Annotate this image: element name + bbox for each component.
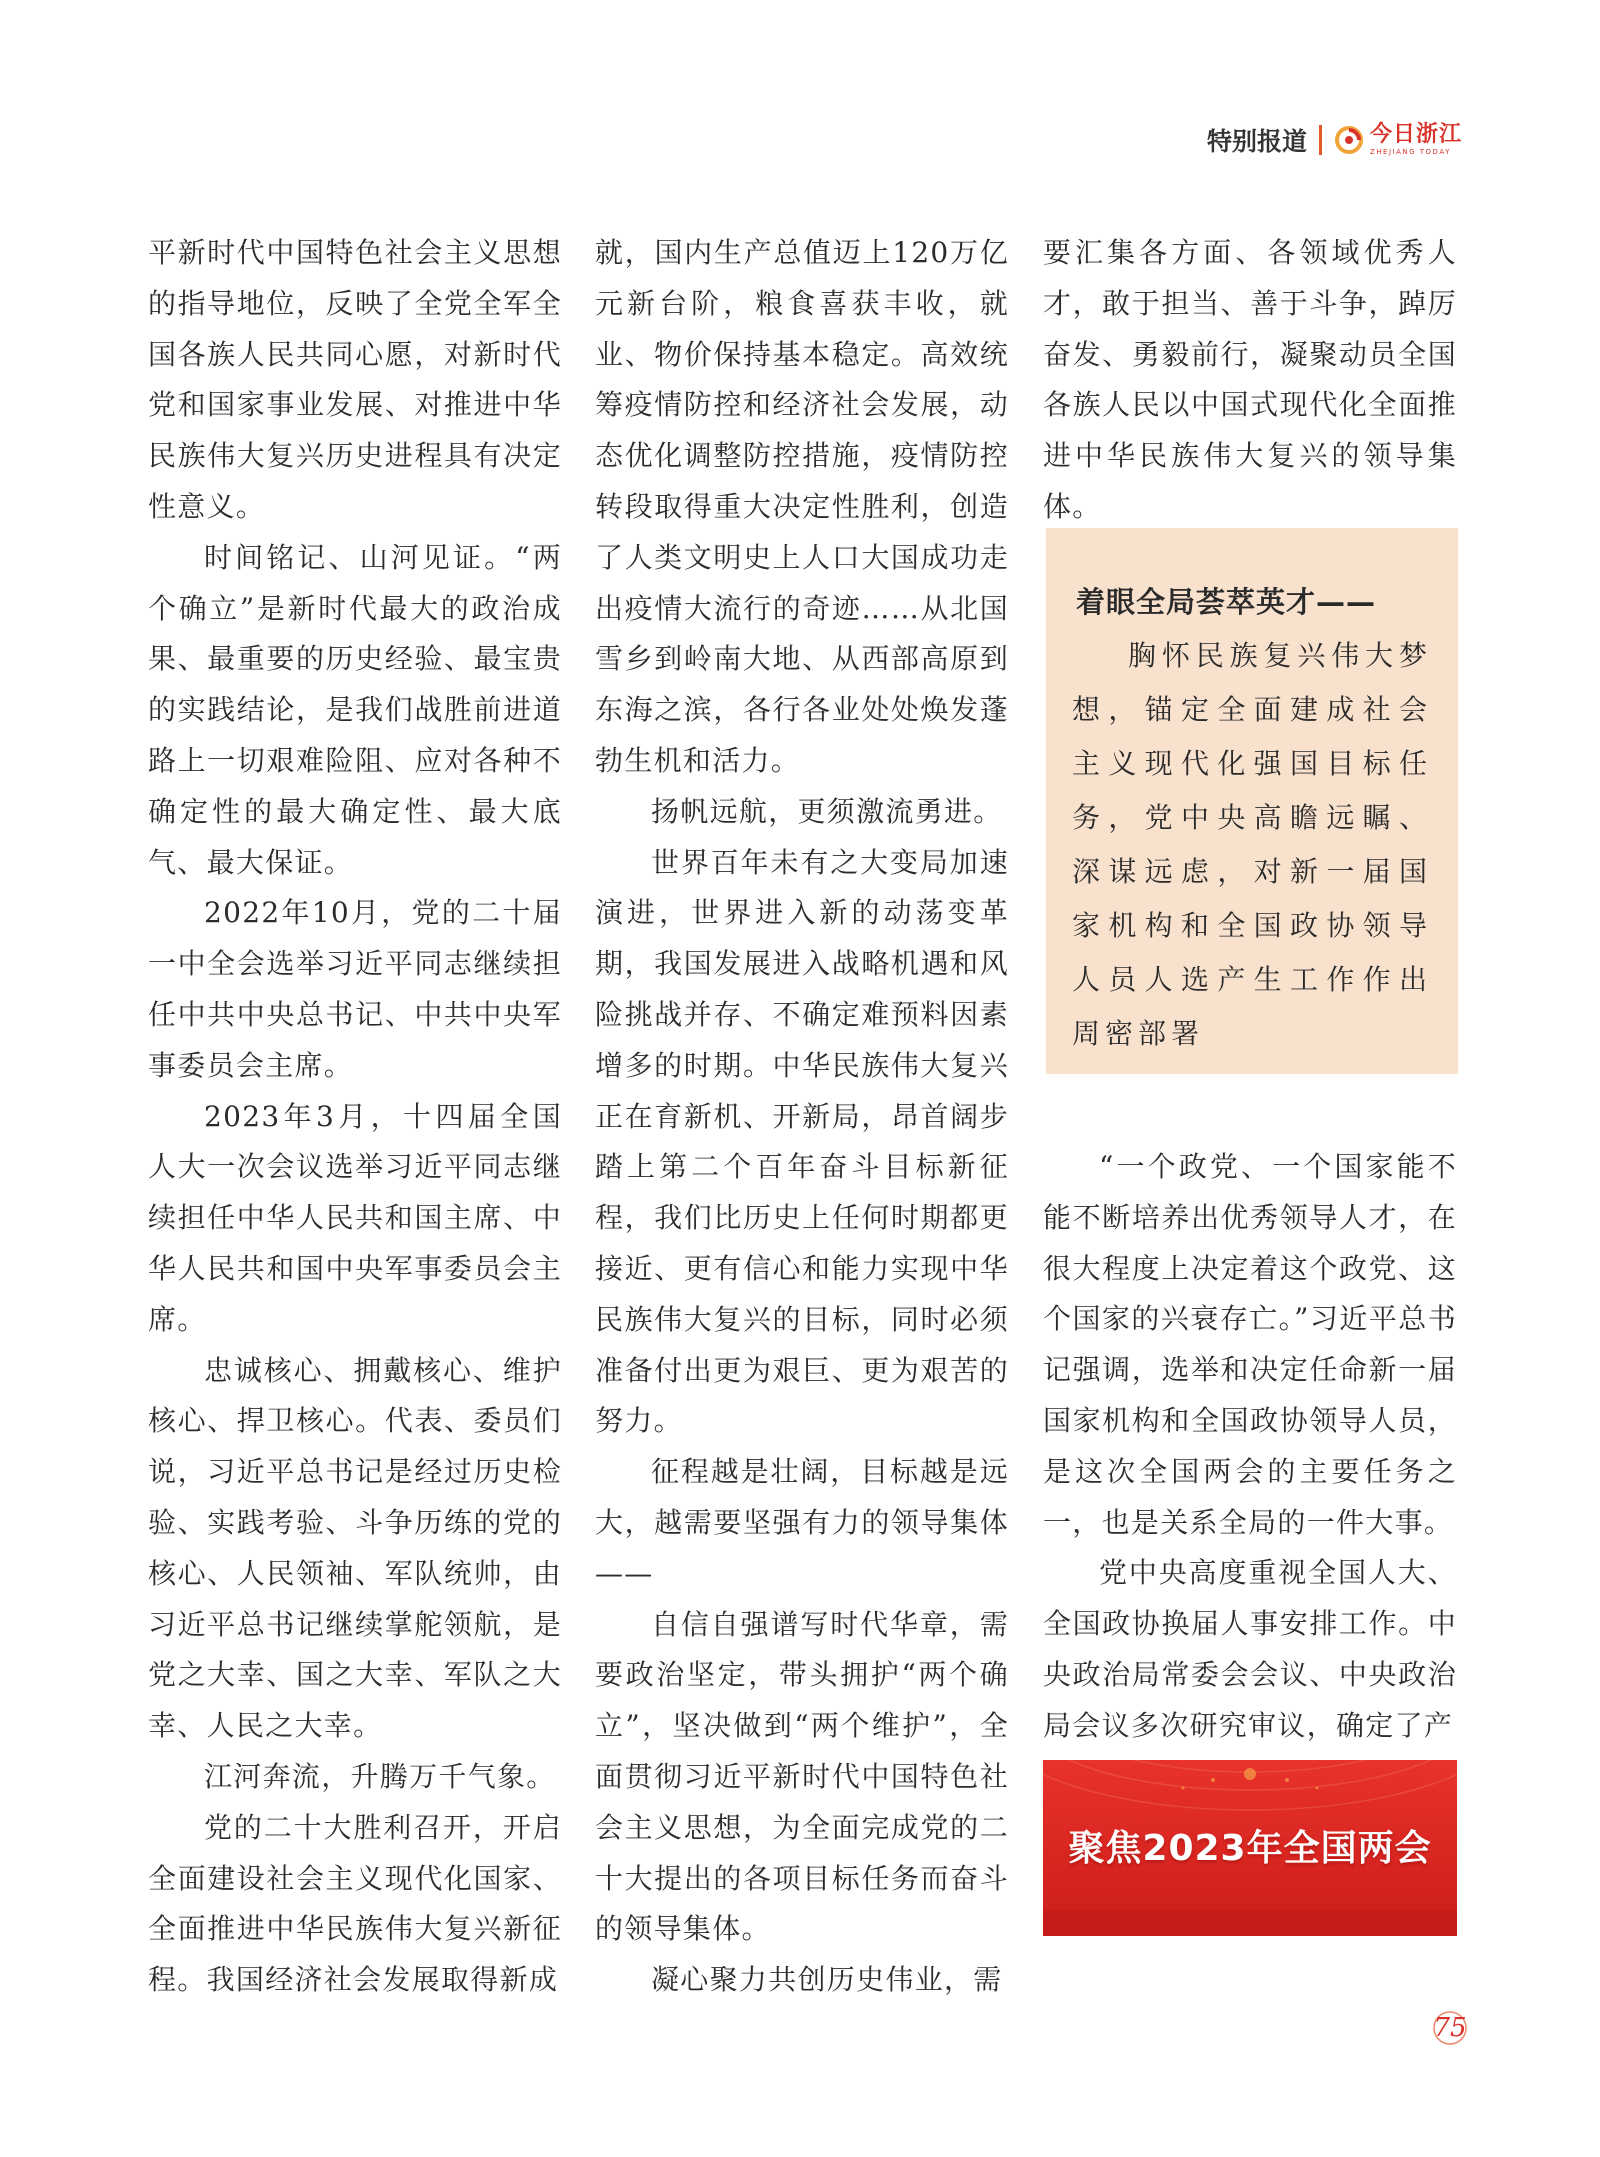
paragraph: 党的二十大胜利召开，开启全面建设社会主义现代化国家、全面推进中华民族伟大复兴新征程。我国经济社会发展取得新成 <box>148 1810 562 1997</box>
text-column-1 <box>148 228 562 2006</box>
paragraph: 江河奔流，升腾万千气象。 <box>204 1759 556 1793</box>
paragraph: “一个政党、一个国家能不能不断培养出优秀领导人才，在很大程度上决定着这个政党、这个国家的兴衰存亡。”习近平总书记强调，选举和决定任命新一届国家机构和全国政协领导人员，是这次全国两会的主要任务之一，也是关系全局的一件大事。 <box>1043 1150 1457 1539</box>
header-divider <box>1319 125 1322 155</box>
paragraph: 征程越是壮阔，目标越是远大，越需要坚强有力的领导集体—— <box>595 1455 1009 1590</box>
text-column-3-bottom <box>1043 1142 1457 1752</box>
text-column-3-top <box>1043 228 1457 533</box>
paragraph: 平新时代中国特色社会主义思想的指导地位，反映了全党全军全国各族人民共同心愿，对新时代党和国家事业发展、对推进中华民族伟大复兴历史进程具有决定性意义。 <box>148 236 562 523</box>
logo-chinese-text: 今日浙江 <box>1369 122 1462 147</box>
topic-banner <box>1043 1760 1457 1936</box>
magazine-logo <box>1334 124 1462 156</box>
paragraph: 要汇集各方面、各领域优秀人才，敢于担当、善于斗争，踔厉奋发、勇毅前行，凝聚动员全国各族人民以中国式现代化全面推进中华民族伟大复兴的领导集体。 <box>1043 236 1457 523</box>
banner-title: 聚焦2023年全国两会 <box>1068 1828 1432 1869</box>
callout-title: 着眼全局荟萃英才—— <box>1076 585 1377 619</box>
logo-english-text: ZHEJIANG TODAY <box>1369 148 1451 156</box>
logo-swirl-icon <box>1334 125 1364 155</box>
page-number <box>1430 2008 1470 2048</box>
paragraph: 2023年3月，十四届全国人大一次会议选举习近平同志继续担任中华人民共和国主席、中华人民共和国中央军事委员会主席。 <box>148 1099 562 1336</box>
paragraph: 凝心聚力共创历史伟业，需 <box>651 1963 1003 1997</box>
paragraph: 党中央高度重视全国人大、全国政协换届人事安排工作。中央政治局常委会会议、中央政治局会议多次研究审议，确定了产 <box>1043 1556 1457 1742</box>
paragraph: 世界百年未有之大变局加速演进，世界进入新的动荡变革期，我国发展进入战略机遇和风险挑战并存、不确定难预料因素增多的时期。中华民族伟大复兴正在育新机、开新局，昂首阔步踏上第二个百年奋斗目标新征程，我们比历史上任何时期都更接近、更有信心和能力实现中华民族伟大复兴的目标，同时必须准备付出更为艰巨、更为艰苦的努力。 <box>595 845 1009 1438</box>
callout-box <box>1046 528 1458 1074</box>
callout-body: 胸怀民族复兴伟大梦想，锚定全面建成社会主义现代化强国目标任务，党中央高瞻远瞩、深谋远虑，对新一届国家机构和全国政协领导人员人选产生工作作出周密部署 <box>1072 639 1432 1050</box>
page-number-text: 75 <box>1433 2013 1467 2043</box>
paragraph: 扬帆远航，更须激流勇进。 <box>651 794 1003 828</box>
paragraph: 时间铭记、山河见证。“两个确立”是新时代最大的政治成果、最重要的历史经验、最宝贵的实践结论，是我们战胜前进道路上一切艰难险阻、应对各种不确定性的最大确定性、最大底气、最大保证。 <box>148 540 562 879</box>
section-label: 特别报道 <box>1206 127 1307 156</box>
paragraph: 忠诚核心、拥戴核心、维护核心、捍卫核心。代表、委员们说，习近平总书记是经过历史检验、实践考验、斗争历练的党的核心、人民领袖、军队统帅，由习近平总书记继续掌舵领航，是党之大幸、国之大幸、军队之大幸、人民之大幸。 <box>148 1353 562 1743</box>
page-header <box>1207 118 1462 162</box>
paragraph: 自信自强谱写时代华章，需要政治坚定，带头拥护“两个确立”，坚决做到“两个维护”，全面贯彻习近平新时代中国特色社会主义思想，为全面完成党的二十大提出的各项目标任务而奋斗的领导集体。 <box>595 1607 1009 1946</box>
paragraph: 就，国内生产总值迈上120万亿元新台阶，粮食喜获丰收，就业、物价保持基本稳定。高效统筹疫情防控和经济社会发展，动态优化调整防控措施，疫情防控转段取得重大决定性胜利，创造了人类文明史上人口大国成功走出疫情大流行的奇迹……从北国雪乡到岭南大地、从西部高原到东海之滨，各行各业处处焕发蓬勃生机和活力。 <box>595 236 1009 777</box>
paragraph: 2022年10月，党的二十届一中全会选举习近平同志继续担任中共中央总书记、中共中央军事委员会主席。 <box>148 896 562 1082</box>
text-column-2 <box>595 228 1009 2006</box>
